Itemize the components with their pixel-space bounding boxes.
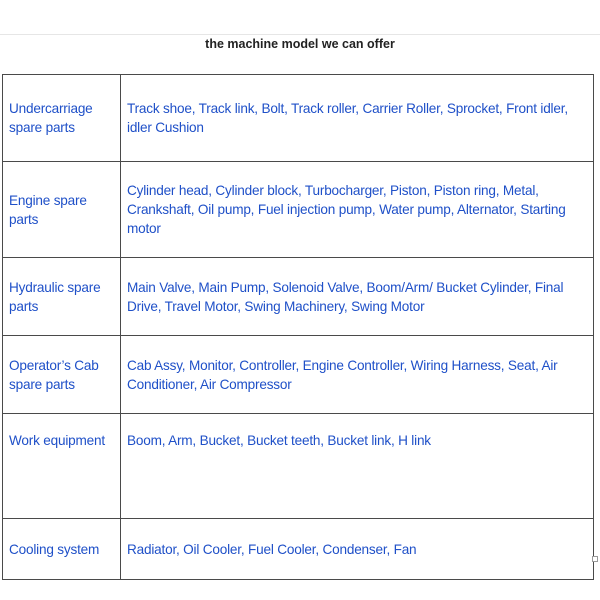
table-row: [3, 75, 594, 162]
table-row: [3, 414, 594, 519]
category-cell: Undercarriage spare parts: [3, 75, 121, 162]
category-cell: Hydraulic spare parts: [3, 258, 121, 336]
table-row: [3, 519, 594, 580]
page-title: the machine model we can offer: [205, 37, 395, 51]
parts-cell: Cylinder head, Cylinder block, Turbocharger, Piston, Piston ring, Metal, Crankshaft, Oil pump, Fuel injection pump, Water pump, Alternator, Starting motor: [121, 162, 594, 258]
parts-cell: Track shoe, Track link, Bolt, Track roller, Carrier Roller, Sprocket, Front idler, idler Cushion: [121, 75, 594, 162]
table-row: [3, 258, 594, 336]
category-cell: Work equipment: [3, 414, 121, 519]
parts-cell: Cab Assy, Monitor, Controller, Engine Controller, Wiring Harness, Seat, Air Conditioner, Air Compressor: [121, 336, 594, 414]
category-cell: Operator’s Cab spare parts: [3, 336, 121, 414]
parts-cell: Boom, Arm, Bucket, Bucket teeth, Bucket link, H link: [121, 414, 594, 519]
table-row: [3, 162, 594, 258]
spare-parts-table: [2, 74, 594, 580]
category-cell: Cooling system: [3, 519, 121, 580]
top-divider: [0, 34, 600, 35]
parts-cell: Main Valve, Main Pump, Solenoid Valve, Boom/Arm/ Bucket Cylinder, Final Drive, Travel Motor, Swing Machinery, Swing Motor: [121, 258, 594, 336]
resize-handle: [592, 556, 598, 562]
category-cell: Engine spare parts: [3, 162, 121, 258]
table-row: [3, 336, 594, 414]
parts-cell: Radiator, Oil Cooler, Fuel Cooler, Condenser, Fan: [121, 519, 594, 580]
